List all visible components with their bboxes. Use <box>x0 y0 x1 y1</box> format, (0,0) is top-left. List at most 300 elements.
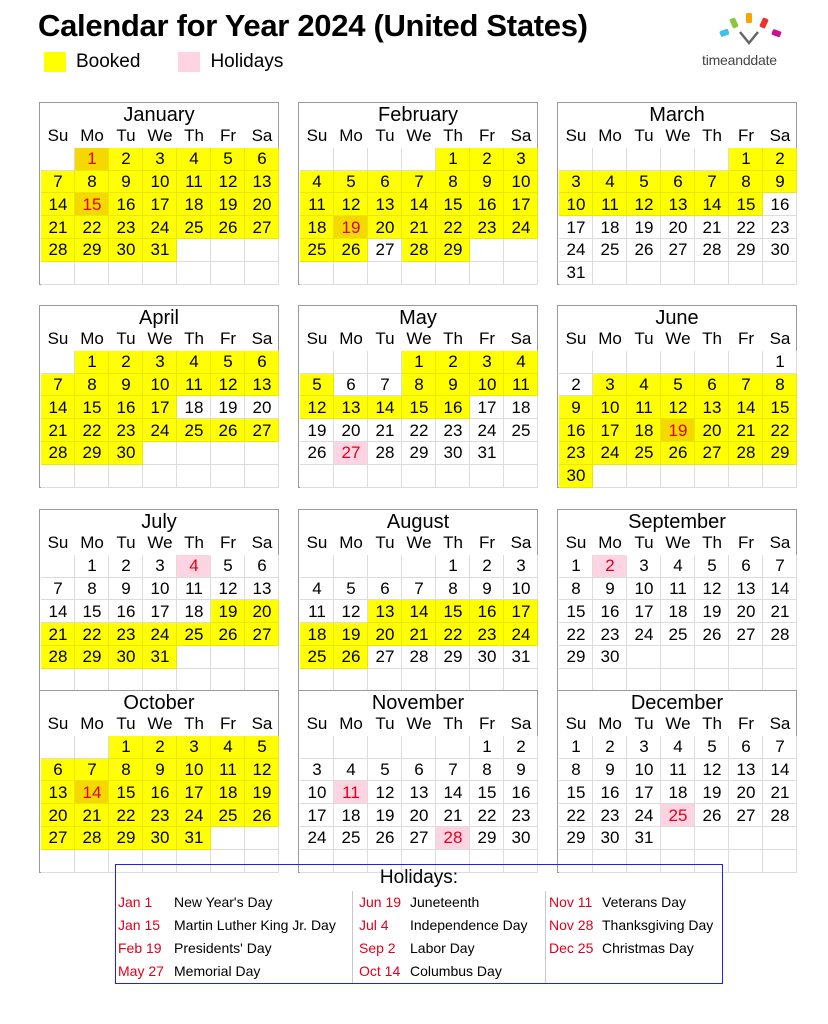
day-cell[interactable]: 16 <box>763 193 797 216</box>
day-cell[interactable]: 7 <box>763 736 797 759</box>
day-cell[interactable]: 16 <box>593 781 627 804</box>
day-cell[interactable]: 1 <box>402 351 436 374</box>
day-cell[interactable]: 14 <box>729 396 763 419</box>
day-cell[interactable]: 31 <box>504 646 538 669</box>
day-cell[interactable]: 11 <box>177 374 211 397</box>
day-cell[interactable]: 7 <box>41 374 75 397</box>
day-cell[interactable]: 30 <box>143 827 177 850</box>
day-cell[interactable]: 21 <box>402 623 436 646</box>
day-cell[interactable]: 2 <box>143 736 177 759</box>
day-cell[interactable]: 5 <box>334 171 368 194</box>
day-cell[interactable]: 11 <box>661 759 695 782</box>
day-cell[interactable]: 27 <box>334 442 368 465</box>
day-cell[interactable]: 2 <box>593 736 627 759</box>
day-cell[interactable]: 3 <box>504 148 538 171</box>
day-cell[interactable]: 27 <box>695 442 729 465</box>
day-cell[interactable]: 7 <box>436 759 470 782</box>
day-cell[interactable]: 1 <box>729 148 763 171</box>
day-cell[interactable]: 27 <box>368 646 402 669</box>
day-cell[interactable]: 21 <box>436 804 470 827</box>
day-cell[interactable]: 25 <box>177 216 211 239</box>
day-cell[interactable]: 20 <box>661 216 695 239</box>
day-cell[interactable]: 29 <box>559 646 593 669</box>
day-cell[interactable]: 30 <box>763 239 797 262</box>
day-cell[interactable]: 25 <box>177 419 211 442</box>
day-cell[interactable]: 23 <box>109 216 143 239</box>
day-cell[interactable]: 24 <box>627 804 661 827</box>
day-cell[interactable]: 25 <box>334 827 368 850</box>
day-cell[interactable]: 3 <box>470 351 504 374</box>
day-cell[interactable]: 2 <box>109 351 143 374</box>
day-cell[interactable]: 22 <box>109 804 143 827</box>
day-cell[interactable]: 19 <box>695 600 729 623</box>
day-cell[interactable]: 12 <box>211 578 245 601</box>
day-cell[interactable]: 30 <box>470 646 504 669</box>
day-cell[interactable]: 7 <box>41 578 75 601</box>
day-cell[interactable]: 5 <box>334 578 368 601</box>
day-cell[interactable]: 27 <box>402 827 436 850</box>
day-cell[interactable]: 3 <box>143 555 177 578</box>
day-cell[interactable]: 26 <box>211 216 245 239</box>
day-cell[interactable]: 10 <box>504 578 538 601</box>
day-cell[interactable]: 17 <box>143 193 177 216</box>
day-cell[interactable]: 24 <box>504 623 538 646</box>
day-cell[interactable]: 22 <box>559 804 593 827</box>
day-cell[interactable]: 7 <box>368 374 402 397</box>
day-cell[interactable]: 9 <box>559 396 593 419</box>
day-cell[interactable]: 8 <box>402 374 436 397</box>
day-cell[interactable]: 19 <box>334 216 368 239</box>
day-cell[interactable]: 31 <box>143 646 177 669</box>
day-cell[interactable]: 23 <box>109 623 143 646</box>
day-cell[interactable]: 14 <box>41 600 75 623</box>
day-cell[interactable]: 5 <box>211 148 245 171</box>
day-cell[interactable]: 19 <box>245 781 279 804</box>
day-cell[interactable]: 16 <box>109 193 143 216</box>
day-cell[interactable]: 25 <box>661 804 695 827</box>
day-cell[interactable]: 11 <box>177 578 211 601</box>
day-cell[interactable]: 16 <box>470 600 504 623</box>
day-cell[interactable]: 28 <box>729 442 763 465</box>
day-cell[interactable]: 30 <box>109 239 143 262</box>
day-cell[interactable]: 18 <box>211 781 245 804</box>
day-cell[interactable]: 17 <box>559 216 593 239</box>
day-cell[interactable]: 19 <box>627 216 661 239</box>
day-cell[interactable]: 15 <box>75 600 109 623</box>
day-cell[interactable]: 3 <box>177 736 211 759</box>
day-cell[interactable]: 22 <box>436 216 470 239</box>
day-cell[interactable]: 21 <box>695 216 729 239</box>
day-cell[interactable]: 9 <box>109 374 143 397</box>
day-cell[interactable]: 27 <box>41 827 75 850</box>
day-cell[interactable]: 20 <box>368 623 402 646</box>
day-cell[interactable]: 8 <box>763 374 797 397</box>
day-cell[interactable]: 12 <box>368 781 402 804</box>
day-cell[interactable]: 8 <box>75 171 109 194</box>
day-cell[interactable]: 4 <box>177 148 211 171</box>
day-cell[interactable]: 4 <box>661 736 695 759</box>
day-cell[interactable]: 28 <box>368 442 402 465</box>
day-cell[interactable]: 23 <box>504 804 538 827</box>
day-cell[interactable]: 12 <box>661 396 695 419</box>
day-cell[interactable]: 18 <box>627 419 661 442</box>
day-cell[interactable]: 12 <box>695 759 729 782</box>
day-cell[interactable]: 10 <box>559 193 593 216</box>
day-cell[interactable]: 3 <box>627 555 661 578</box>
day-cell[interactable]: 9 <box>593 759 627 782</box>
day-cell[interactable]: 4 <box>593 171 627 194</box>
day-cell[interactable]: 2 <box>436 351 470 374</box>
day-cell[interactable]: 27 <box>729 804 763 827</box>
day-cell[interactable]: 17 <box>470 396 504 419</box>
day-cell[interactable]: 13 <box>729 578 763 601</box>
day-cell[interactable]: 23 <box>470 216 504 239</box>
day-cell[interactable]: 27 <box>245 623 279 646</box>
day-cell[interactable]: 2 <box>559 374 593 397</box>
day-cell[interactable]: 28 <box>41 646 75 669</box>
day-cell[interactable]: 6 <box>368 171 402 194</box>
day-cell[interactable]: 8 <box>436 578 470 601</box>
day-cell[interactable]: 9 <box>593 578 627 601</box>
day-cell[interactable]: 6 <box>41 759 75 782</box>
day-cell[interactable]: 20 <box>334 419 368 442</box>
day-cell[interactable]: 24 <box>143 216 177 239</box>
day-cell[interactable]: 28 <box>402 646 436 669</box>
day-cell[interactable]: 1 <box>559 555 593 578</box>
day-cell[interactable]: 14 <box>436 781 470 804</box>
day-cell[interactable]: 28 <box>763 623 797 646</box>
day-cell[interactable]: 12 <box>300 396 334 419</box>
day-cell[interactable]: 16 <box>593 600 627 623</box>
day-cell[interactable]: 28 <box>695 239 729 262</box>
day-cell[interactable]: 4 <box>661 555 695 578</box>
day-cell[interactable]: 24 <box>559 239 593 262</box>
day-cell[interactable]: 20 <box>729 781 763 804</box>
day-cell[interactable]: 19 <box>300 419 334 442</box>
day-cell[interactable]: 14 <box>368 396 402 419</box>
day-cell[interactable]: 5 <box>661 374 695 397</box>
day-cell[interactable]: 28 <box>75 827 109 850</box>
day-cell[interactable]: 2 <box>593 555 627 578</box>
day-cell[interactable]: 13 <box>245 171 279 194</box>
day-cell[interactable]: 29 <box>402 442 436 465</box>
day-cell[interactable]: 9 <box>763 171 797 194</box>
day-cell[interactable]: 19 <box>695 781 729 804</box>
day-cell[interactable]: 18 <box>504 396 538 419</box>
day-cell[interactable]: 15 <box>436 193 470 216</box>
day-cell[interactable]: 20 <box>245 600 279 623</box>
day-cell[interactable]: 13 <box>729 759 763 782</box>
day-cell[interactable]: 20 <box>245 396 279 419</box>
day-cell[interactable]: 17 <box>504 193 538 216</box>
day-cell[interactable]: 14 <box>763 578 797 601</box>
day-cell[interactable]: 23 <box>470 623 504 646</box>
day-cell[interactable]: 8 <box>75 374 109 397</box>
day-cell[interactable]: 29 <box>436 646 470 669</box>
day-cell[interactable]: 9 <box>436 374 470 397</box>
day-cell[interactable]: 2 <box>109 148 143 171</box>
day-cell[interactable]: 10 <box>143 171 177 194</box>
day-cell[interactable]: 17 <box>177 781 211 804</box>
day-cell[interactable]: 22 <box>75 623 109 646</box>
day-cell[interactable]: 10 <box>143 374 177 397</box>
day-cell[interactable]: 30 <box>436 442 470 465</box>
day-cell[interactable]: 5 <box>368 759 402 782</box>
day-cell[interactable]: 22 <box>436 623 470 646</box>
day-cell[interactable]: 9 <box>470 171 504 194</box>
day-cell[interactable]: 21 <box>763 600 797 623</box>
day-cell[interactable]: 25 <box>504 419 538 442</box>
day-cell[interactable]: 3 <box>559 171 593 194</box>
day-cell[interactable]: 26 <box>211 419 245 442</box>
day-cell[interactable]: 24 <box>504 216 538 239</box>
day-cell[interactable]: 7 <box>41 171 75 194</box>
day-cell[interactable]: 12 <box>695 578 729 601</box>
day-cell[interactable]: 23 <box>109 419 143 442</box>
day-cell[interactable]: 25 <box>211 804 245 827</box>
day-cell[interactable]: 31 <box>143 239 177 262</box>
day-cell[interactable]: 19 <box>334 623 368 646</box>
day-cell[interactable]: 18 <box>177 193 211 216</box>
day-cell[interactable]: 26 <box>661 442 695 465</box>
day-cell[interactable]: 24 <box>593 442 627 465</box>
day-cell[interactable]: 28 <box>763 804 797 827</box>
day-cell[interactable]: 19 <box>211 193 245 216</box>
day-cell[interactable]: 8 <box>109 759 143 782</box>
day-cell[interactable]: 16 <box>109 396 143 419</box>
day-cell[interactable]: 18 <box>661 600 695 623</box>
day-cell[interactable]: 26 <box>334 239 368 262</box>
day-cell[interactable]: 4 <box>177 555 211 578</box>
day-cell[interactable]: 5 <box>300 374 334 397</box>
day-cell[interactable]: 23 <box>593 804 627 827</box>
logo[interactable] <box>700 12 805 72</box>
day-cell[interactable]: 30 <box>593 646 627 669</box>
day-cell[interactable]: 3 <box>504 555 538 578</box>
day-cell[interactable]: 13 <box>695 396 729 419</box>
day-cell[interactable]: 21 <box>41 623 75 646</box>
day-cell[interactable]: 10 <box>593 396 627 419</box>
day-cell[interactable]: 8 <box>75 578 109 601</box>
day-cell[interactable]: 29 <box>75 442 109 465</box>
day-cell[interactable]: 13 <box>402 781 436 804</box>
day-cell[interactable]: 6 <box>695 374 729 397</box>
day-cell[interactable]: 6 <box>334 374 368 397</box>
day-cell[interactable]: 7 <box>695 171 729 194</box>
day-cell[interactable]: 11 <box>211 759 245 782</box>
day-cell[interactable]: 20 <box>695 419 729 442</box>
day-cell[interactable]: 4 <box>627 374 661 397</box>
day-cell[interactable]: 1 <box>559 736 593 759</box>
day-cell[interactable]: 12 <box>211 374 245 397</box>
day-cell[interactable]: 7 <box>729 374 763 397</box>
day-cell[interactable]: 4 <box>334 759 368 782</box>
day-cell[interactable]: 19 <box>661 419 695 442</box>
day-cell[interactable]: 26 <box>695 804 729 827</box>
day-cell[interactable]: 25 <box>177 623 211 646</box>
day-cell[interactable]: 25 <box>627 442 661 465</box>
day-cell[interactable]: 13 <box>661 193 695 216</box>
day-cell[interactable]: 26 <box>245 804 279 827</box>
day-cell[interactable]: 4 <box>504 351 538 374</box>
day-cell[interactable]: 16 <box>109 600 143 623</box>
day-cell[interactable]: 27 <box>368 239 402 262</box>
day-cell[interactable]: 24 <box>143 623 177 646</box>
day-cell[interactable]: 16 <box>470 193 504 216</box>
day-cell[interactable]: 29 <box>559 827 593 850</box>
day-cell[interactable]: 28 <box>402 239 436 262</box>
day-cell[interactable]: 16 <box>559 419 593 442</box>
day-cell[interactable]: 14 <box>41 396 75 419</box>
day-cell[interactable]: 22 <box>470 804 504 827</box>
day-cell[interactable]: 7 <box>75 759 109 782</box>
day-cell[interactable]: 26 <box>334 646 368 669</box>
day-cell[interactable]: 1 <box>436 555 470 578</box>
day-cell[interactable]: 13 <box>245 578 279 601</box>
day-cell[interactable]: 20 <box>368 216 402 239</box>
day-cell[interactable]: 17 <box>593 419 627 442</box>
day-cell[interactable]: 4 <box>300 171 334 194</box>
day-cell[interactable]: 2 <box>109 555 143 578</box>
day-cell[interactable]: 15 <box>470 781 504 804</box>
day-cell[interactable]: 8 <box>559 759 593 782</box>
day-cell[interactable]: 15 <box>75 396 109 419</box>
day-cell[interactable]: 11 <box>661 578 695 601</box>
day-cell[interactable]: 10 <box>627 759 661 782</box>
day-cell[interactable]: 12 <box>627 193 661 216</box>
day-cell[interactable]: 29 <box>470 827 504 850</box>
day-cell[interactable]: 3 <box>593 374 627 397</box>
day-cell[interactable]: 26 <box>211 623 245 646</box>
day-cell[interactable]: 14 <box>75 781 109 804</box>
day-cell[interactable]: 6 <box>245 555 279 578</box>
day-cell[interactable]: 28 <box>41 442 75 465</box>
day-cell[interactable]: 31 <box>627 827 661 850</box>
day-cell[interactable]: 5 <box>695 736 729 759</box>
day-cell[interactable]: 7 <box>402 578 436 601</box>
day-cell[interactable]: 14 <box>763 759 797 782</box>
day-cell[interactable]: 29 <box>763 442 797 465</box>
day-cell[interactable]: 2 <box>470 555 504 578</box>
day-cell[interactable]: 3 <box>143 148 177 171</box>
day-cell[interactable]: 24 <box>177 804 211 827</box>
day-cell[interactable]: 11 <box>504 374 538 397</box>
day-cell[interactable]: 10 <box>300 781 334 804</box>
day-cell[interactable]: 21 <box>41 216 75 239</box>
day-cell[interactable]: 20 <box>245 193 279 216</box>
day-cell[interactable]: 1 <box>75 555 109 578</box>
day-cell[interactable]: 15 <box>109 781 143 804</box>
day-cell[interactable]: 4 <box>177 351 211 374</box>
day-cell[interactable]: 25 <box>300 646 334 669</box>
day-cell[interactable]: 21 <box>75 804 109 827</box>
day-cell[interactable]: 16 <box>143 781 177 804</box>
day-cell[interactable]: 16 <box>436 396 470 419</box>
day-cell[interactable]: 23 <box>143 804 177 827</box>
day-cell[interactable]: 12 <box>211 171 245 194</box>
day-cell[interactable]: 13 <box>368 193 402 216</box>
day-cell[interactable]: 18 <box>334 804 368 827</box>
day-cell[interactable]: 22 <box>559 623 593 646</box>
day-cell[interactable]: 30 <box>109 442 143 465</box>
day-cell[interactable]: 28 <box>41 239 75 262</box>
day-cell[interactable]: 7 <box>402 171 436 194</box>
day-cell[interactable]: 8 <box>559 578 593 601</box>
day-cell[interactable]: 9 <box>504 759 538 782</box>
day-cell[interactable]: 31 <box>559 262 593 285</box>
day-cell[interactable]: 17 <box>627 600 661 623</box>
day-cell[interactable]: 1 <box>763 351 797 374</box>
day-cell[interactable]: 1 <box>436 148 470 171</box>
day-cell[interactable]: 5 <box>211 555 245 578</box>
day-cell[interactable]: 8 <box>470 759 504 782</box>
day-cell[interactable]: 12 <box>334 600 368 623</box>
day-cell[interactable]: 11 <box>593 193 627 216</box>
day-cell[interactable]: 10 <box>470 374 504 397</box>
day-cell[interactable]: 30 <box>504 827 538 850</box>
day-cell[interactable]: 31 <box>177 827 211 850</box>
day-cell[interactable]: 2 <box>504 736 538 759</box>
day-cell[interactable]: 9 <box>109 578 143 601</box>
day-cell[interactable]: 10 <box>504 171 538 194</box>
day-cell[interactable]: 23 <box>593 623 627 646</box>
day-cell[interactable]: 15 <box>763 396 797 419</box>
day-cell[interactable]: 19 <box>211 396 245 419</box>
day-cell[interactable]: 21 <box>41 419 75 442</box>
day-cell[interactable]: 20 <box>402 804 436 827</box>
day-cell[interactable]: 25 <box>593 239 627 262</box>
day-cell[interactable]: 20 <box>41 804 75 827</box>
day-cell[interactable]: 18 <box>177 600 211 623</box>
day-cell[interactable]: 25 <box>300 239 334 262</box>
day-cell[interactable]: 24 <box>470 419 504 442</box>
day-cell[interactable]: 21 <box>763 781 797 804</box>
day-cell[interactable]: 15 <box>75 193 109 216</box>
day-cell[interactable]: 9 <box>143 759 177 782</box>
day-cell[interactable]: 18 <box>300 623 334 646</box>
day-cell[interactable]: 28 <box>436 827 470 850</box>
day-cell[interactable]: 17 <box>627 781 661 804</box>
day-cell[interactable]: 30 <box>593 827 627 850</box>
day-cell[interactable]: 6 <box>245 148 279 171</box>
day-cell[interactable]: 19 <box>211 600 245 623</box>
day-cell[interactable]: 4 <box>300 578 334 601</box>
day-cell[interactable]: 6 <box>402 759 436 782</box>
day-cell[interactable]: 4 <box>211 736 245 759</box>
day-cell[interactable]: 13 <box>41 781 75 804</box>
day-cell[interactable]: 5 <box>211 351 245 374</box>
day-cell[interactable]: 3 <box>627 736 661 759</box>
day-cell[interactable]: 10 <box>627 578 661 601</box>
day-cell[interactable]: 1 <box>470 736 504 759</box>
day-cell[interactable]: 14 <box>402 600 436 623</box>
day-cell[interactable]: 5 <box>695 555 729 578</box>
day-cell[interactable]: 30 <box>109 646 143 669</box>
day-cell[interactable]: 23 <box>436 419 470 442</box>
day-cell[interactable]: 9 <box>470 578 504 601</box>
day-cell[interactable]: 11 <box>300 600 334 623</box>
day-cell[interactable]: 12 <box>334 193 368 216</box>
day-cell[interactable]: 6 <box>729 555 763 578</box>
day-cell[interactable]: 15 <box>559 781 593 804</box>
day-cell[interactable]: 21 <box>729 419 763 442</box>
day-cell[interactable]: 29 <box>109 827 143 850</box>
day-cell[interactable]: 12 <box>245 759 279 782</box>
day-cell[interactable]: 26 <box>368 827 402 850</box>
day-cell[interactable]: 13 <box>245 374 279 397</box>
day-cell[interactable]: 11 <box>627 396 661 419</box>
day-cell[interactable]: 22 <box>729 216 763 239</box>
